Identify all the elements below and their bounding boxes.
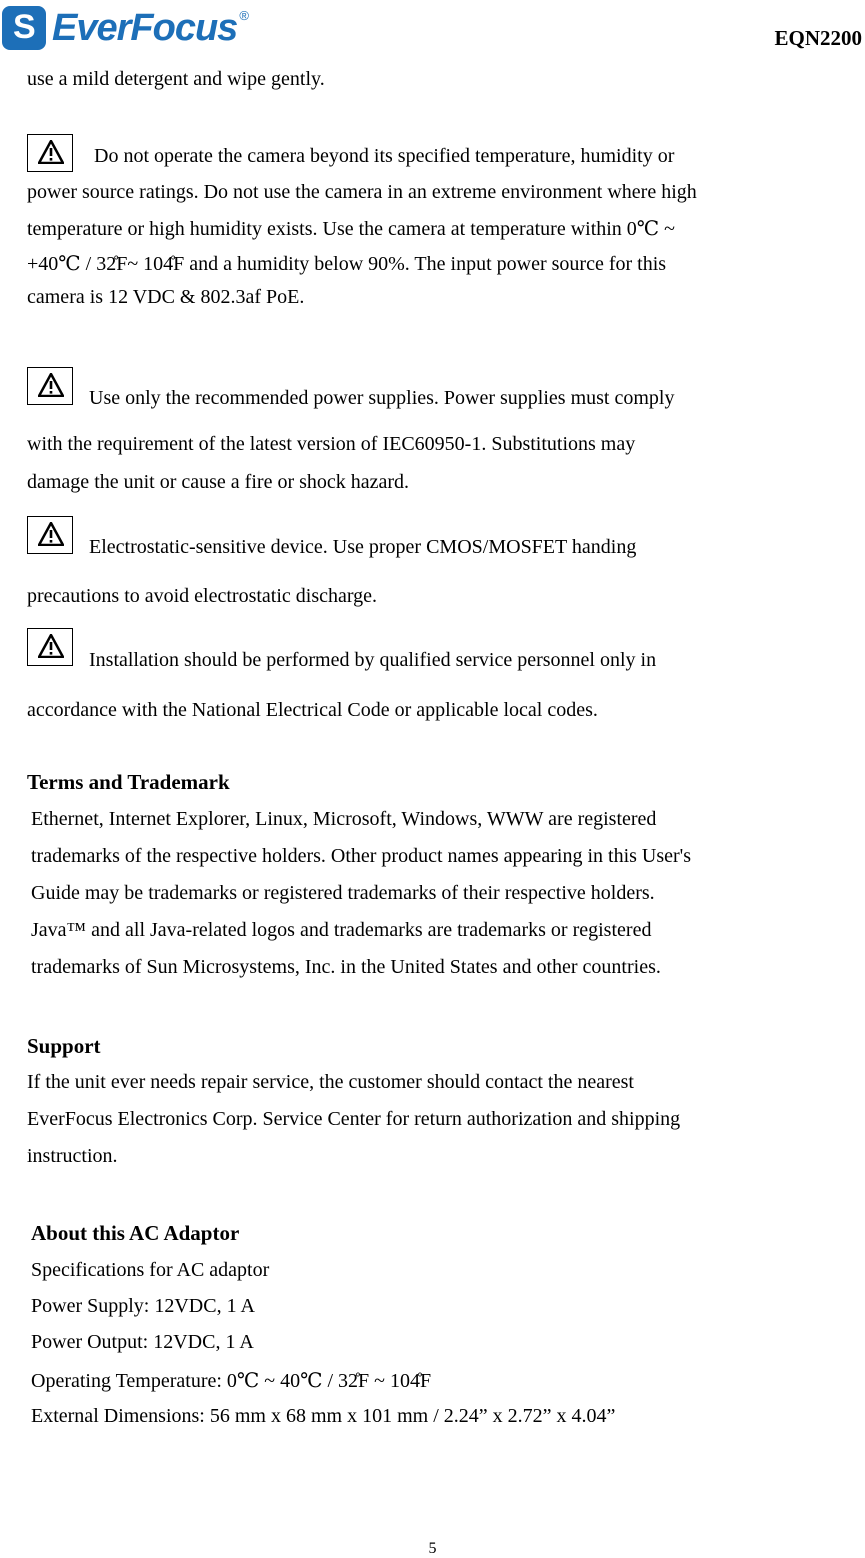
warning-2-line-3: damage the unit or cause a fire or shock hazard.	[27, 471, 410, 493]
warning-1-line-5: camera is 12 VDC & 802.3af PoE.	[27, 286, 305, 308]
intro-line: use a mild detergent and wipe gently.	[27, 68, 325, 90]
warning-3-line-2: precautions to avoid electrostatic discharge.	[27, 585, 378, 607]
adaptor-line-3: Power Output: 12VDC, 1 A	[31, 1331, 254, 1353]
warning-4-line-1: Installation should be performed by qualified service personnel only in	[89, 649, 657, 671]
trademark-line-3: Guide may be trademarks or registered trademarks of their respective holders.	[31, 882, 655, 904]
warning-1-line-3: temperature or high humidity exists. Use the camera at temperature within 0℃ ~	[27, 218, 675, 240]
registered-mark: ®	[239, 8, 249, 23]
adaptor-heading: About this AC Adaptor	[31, 1221, 240, 1245]
adaptor-line-2: Power Supply: 12VDC, 1 A	[31, 1295, 255, 1317]
warning-box	[27, 516, 73, 554]
warning-2-line-2: with the requirement of the latest version of IEC60950-1. Substitutions may	[27, 433, 636, 455]
logo-mark-letter: S	[13, 8, 36, 46]
warning-triangle-icon	[38, 373, 64, 397]
warning-triangle-icon	[38, 140, 64, 164]
trademark-heading: Terms and Trademark	[27, 770, 230, 794]
warning-1-line-1: Do not operate the camera beyond its specified temperature, humidity or	[94, 145, 675, 167]
warning-3-line-1: Electrostatic-sensitive device. Use proper CMOS/MOSFET handing	[89, 536, 637, 558]
trademark-line-4: Java™ and all Java-related logos and trademarks are trademarks or registered	[31, 919, 652, 941]
adaptor-line-5: External Dimensions: 56 mm x 68 mm x 101 mm / 2.24” x 2.72” x 4.04”	[31, 1405, 616, 1427]
support-heading: Support	[27, 1034, 101, 1058]
support-line-2: EverFocus Electronics Corp. Service Center for return authorization and shipping	[27, 1108, 681, 1130]
logo-mark-icon	[2, 6, 46, 50]
everfocus-logo	[2, 6, 249, 50]
warning-1-line-4: +40℃ / 32̊F~ 104̊F and a humidity below 90%. The input power source for this	[27, 253, 667, 275]
trademark-line-1: Ethernet, Internet Explorer, Linux, Microsoft, Windows, WWW are registered	[31, 808, 657, 830]
warning-triangle-icon	[38, 522, 64, 546]
warning-triangle-icon	[38, 634, 64, 658]
page-number: 5	[428, 1540, 437, 1557]
model-number: EQN2200	[774, 26, 862, 50]
support-line-3: instruction.	[27, 1145, 118, 1167]
warning-4-line-2: accordance with the National Electrical Code or applicable local codes.	[27, 699, 598, 721]
warning-box	[27, 628, 73, 666]
warning-box	[27, 134, 73, 172]
warning-box	[27, 367, 73, 405]
trademark-line-5: trademarks of Sun Microsystems, Inc. in the United States and other countries.	[31, 956, 661, 978]
warning-1-line-2: power source ratings. Do not use the camera in an extreme environment where high	[27, 181, 697, 203]
adaptor-line-1: Specifications for AC adaptor	[31, 1259, 270, 1281]
adaptor-line-4: Operating Temperature: 0℃ ~ 40℃ / 32̊F ~ 104̊F	[31, 1370, 432, 1392]
warning-2-line-1: Use only the recommended power supplies. Power supplies must comply	[89, 387, 675, 409]
support-line-1: If the unit ever needs repair service, the customer should contact the nearest	[27, 1071, 634, 1093]
trademark-line-2: trademarks of the respective holders. Other product names appearing in this User's	[31, 845, 692, 867]
logo-text: EverFocus	[52, 6, 238, 49]
